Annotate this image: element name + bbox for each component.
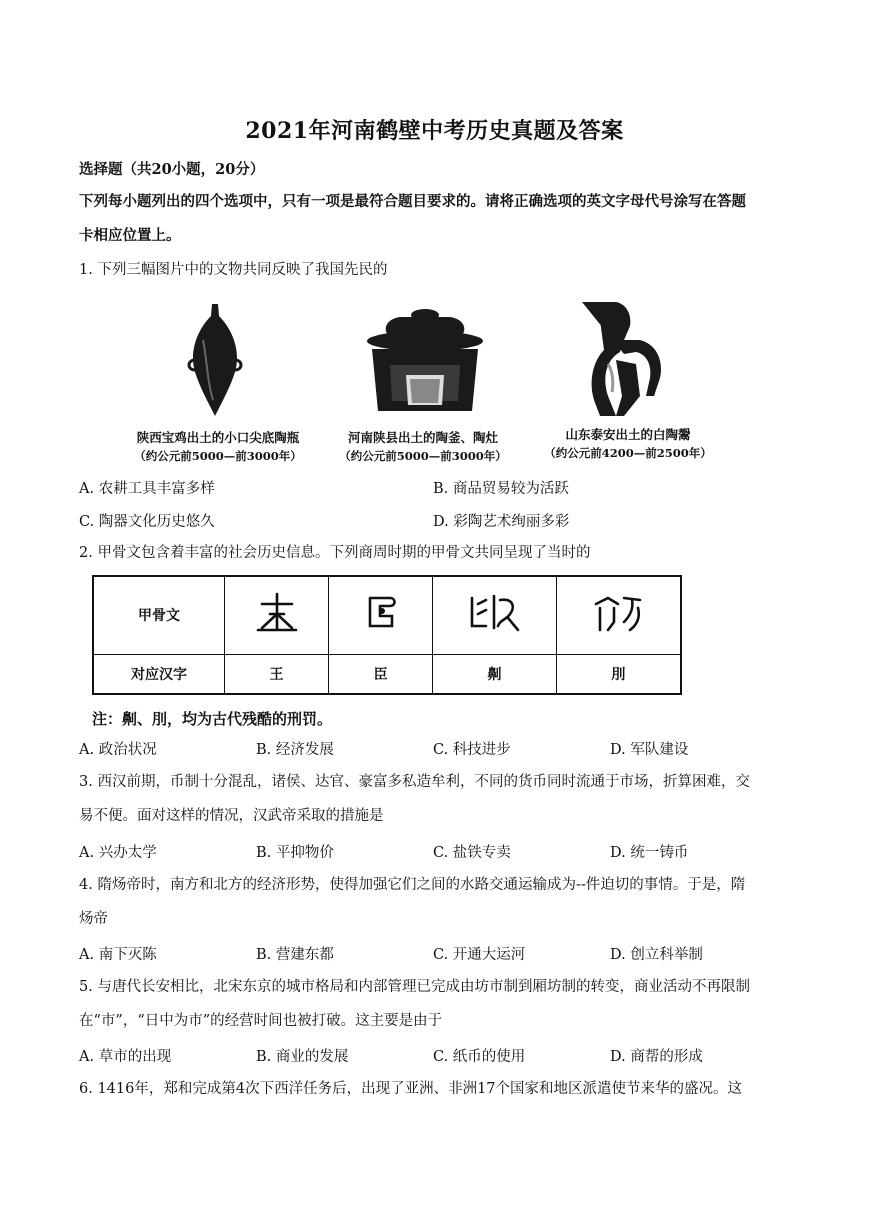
oracle-row-label: 甲骨文 xyxy=(93,576,225,654)
q5-option-b[interactable]: B. 商业的发展 xyxy=(256,1049,349,1065)
section-heading: 选择题（共20小题，20分） xyxy=(79,161,265,178)
page-title: 2021年河南鹤壁中考历史真题及答案 xyxy=(245,118,624,144)
artifact-caption-1-date: （约公元前5000—前3000年） xyxy=(134,449,302,463)
hanzi-row-label: 对应汉字 xyxy=(93,654,225,694)
hanzi-char: 刖 xyxy=(556,654,681,694)
artifact-caption-3 xyxy=(538,425,718,461)
q3-stem-line-2: 易不便。面对这样的情况，汉武帝采取的措施是 xyxy=(79,808,384,824)
q4-option-c[interactable]: C. 开通大运河 xyxy=(433,947,526,963)
white-pottery-gui-image xyxy=(580,300,675,418)
hanzi-char: 劓 xyxy=(433,654,557,694)
q2-option-d[interactable]: D. 军队建设 xyxy=(610,742,689,758)
hanzi-char: 臣 xyxy=(329,654,433,694)
artifact-caption-3-date: （约公元前4200—前2500年） xyxy=(544,446,712,460)
q3-option-b[interactable]: B. 平抑物价 xyxy=(256,845,334,861)
q1-stem: 1. 下列三幅图片中的文物共同反映了我国先民的 xyxy=(79,262,388,278)
instruction-line-2: 卡相应位置上。 xyxy=(79,227,181,244)
q3-option-c[interactable]: C. 盐铁专卖 xyxy=(433,845,511,861)
q5-stem-line-2: 在“市”，“日中为市”的经营时间也被打破。这主要是由于 xyxy=(79,1013,443,1029)
q5-option-a[interactable]: A. 草市的出现 xyxy=(79,1049,172,1065)
q5-option-c[interactable]: C. 纸币的使用 xyxy=(433,1049,526,1065)
oracle-glyph-yue xyxy=(556,576,681,654)
oracle-bone-table xyxy=(92,575,682,695)
artifact-caption-2 xyxy=(328,428,518,464)
q4-stem-line-1: 4. 隋炀帝时，南方和北方的经济形势，使得加强它们之间的水路交通运输成为--件迫切的事情。于是，隋 xyxy=(79,877,746,893)
q1-option-c[interactable]: C. 陶器文化历史悠久 xyxy=(79,514,215,530)
glyph-yi-icon xyxy=(464,590,524,636)
hanzi-char: 王 xyxy=(225,654,329,694)
q4-option-b[interactable]: B. 营建东都 xyxy=(256,947,334,963)
q4-stem-line-2: 炀帝 xyxy=(79,911,108,927)
q6-stem-line-1: 6. 1416年，郑和完成第4次下西洋任务后，出现了亚洲、非洲17个国家和地区派遣使节来华的盛况。这 xyxy=(79,1081,743,1097)
glyph-chen-icon xyxy=(356,590,406,636)
q4-option-d[interactable]: D. 创立科举制 xyxy=(610,947,703,963)
artifact-caption-1 xyxy=(118,428,318,464)
artifact-caption-2-date: （约公元前5000—前3000年） xyxy=(339,449,507,463)
oracle-glyph-yi xyxy=(433,576,557,654)
glyph-wang-icon xyxy=(252,590,302,636)
q2-stem: 2. 甲骨文包含着丰富的社会历史信息。下列商周时期的甲骨文共同呈现了当时的 xyxy=(79,545,591,561)
instruction-line-1: 下列每小题列出的四个选项中，只有一项是最符合题目要求的。请将正确选项的英文字母代号涂写在答题 xyxy=(79,193,746,210)
q5-stem-line-1: 5. 与唐代长安相比，北宋东京的城市格局和内部管理已完成由坊市制到厢坊制的转变，商业活动不再限制 xyxy=(79,979,750,995)
q1-option-a[interactable]: A. 农耕工具丰富多样 xyxy=(79,481,215,497)
q1-option-b[interactable]: B. 商品贸易较为活跃 xyxy=(433,481,569,497)
q2-option-b[interactable]: B. 经济发展 xyxy=(256,742,334,758)
q1-option-d[interactable]: D. 彩陶艺术绚丽多彩 xyxy=(433,514,570,530)
glyph-yue-icon xyxy=(588,590,648,636)
q4-option-a[interactable]: A. 南下灭陈 xyxy=(79,947,157,963)
q3-option-d[interactable]: D. 统一铸币 xyxy=(610,845,689,861)
pottery-cauldron-stove-image xyxy=(360,305,490,417)
oracle-glyph-wang xyxy=(225,576,329,654)
q2-note: 注：劓、刖，均为古代残酷的刑罚。 xyxy=(92,710,333,728)
q3-option-a[interactable]: A. 兴办太学 xyxy=(79,845,157,861)
q3-stem-line-1: 3. 西汉前期，币制十分混乱，诸侯、达官、豪富多私造牟利，不同的货币同时流通于市场，折算困难，交 xyxy=(79,774,750,790)
pointed-bottom-bottle-image xyxy=(185,300,245,418)
artifact-caption-1-title: 陕西宝鸡出土的小口尖底陶瓶 xyxy=(136,430,300,445)
artifact-caption-2-title: 河南陕县出土的陶釜、陶灶 xyxy=(347,430,498,445)
artifact-caption-3-title: 山东泰安出土的白陶鬶 xyxy=(565,427,691,442)
oracle-glyph-chen xyxy=(329,576,433,654)
q2-option-c[interactable]: C. 科技进步 xyxy=(433,742,511,758)
q5-option-d[interactable]: D. 商帮的形成 xyxy=(610,1049,703,1065)
q2-option-a[interactable]: A. 政治状况 xyxy=(79,742,157,758)
